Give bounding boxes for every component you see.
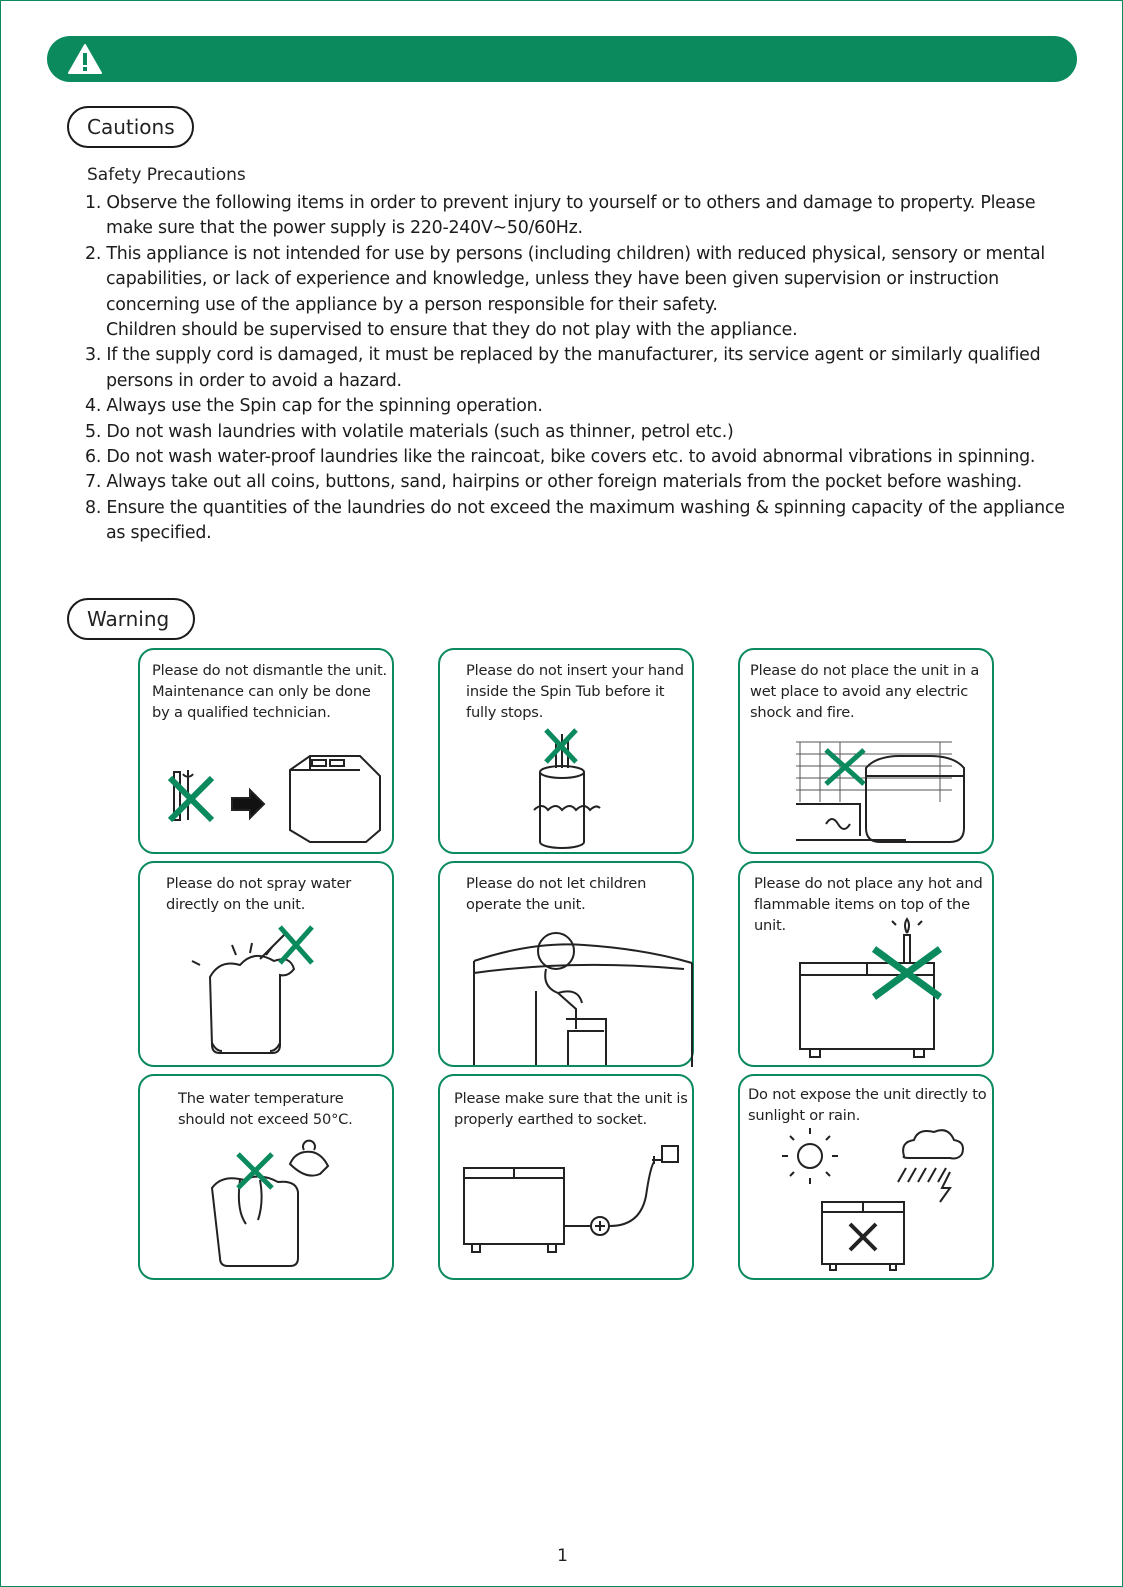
spin-tub-hand-icon	[440, 650, 696, 856]
precaution-item: 1. Observe the following items in order to prevent injury to yourself or to others and damage to property. Please make sure that the power supply is 220-240V~50/60Hz.	[85, 193, 1036, 239]
wet-place-icon	[740, 650, 996, 856]
earthed-socket-icon	[440, 1076, 696, 1282]
precaution-item: 7. Always take out all coins, buttons, sand, hairpins or other foreign materials from the pocket before washing.	[85, 472, 1022, 493]
warning-text: Please make sure that the unit is properly earthed to socket.	[454, 1090, 688, 1128]
precaution-item: 2. This appliance is not intended for use by persons (including children) with reduced physical, sensory or mental capabilities, or lack of experience and knowledge, unless they have been given supervision or instruction concerning use of the appliance by a person responsible for their safety. Children should be supervised to ensure that they do not play with the appliance.	[85, 242, 1085, 344]
spray-water-icon	[140, 863, 396, 1069]
flammable-items-icon	[740, 863, 996, 1069]
precaution-item: 4. Always use the Spin cap for the spinning operation.	[85, 396, 543, 417]
warning-text: Please do not spray water directly on the unit.	[166, 875, 352, 913]
warning-text: Please do not insert your hand inside the Spin Tub before it fully stops.	[466, 662, 684, 721]
warning-card-wet-place	[738, 648, 994, 854]
dismantle-icon	[140, 650, 396, 856]
precaution-item: 8. Ensure the quantities of the laundries do not exceed the maximum washing & spinning capacity of the appliance as specified.	[85, 497, 1065, 544]
warning-text: Please do not place any hot and flammable items on top of the unit.	[754, 875, 983, 934]
warning-card-water-temperature	[138, 1074, 394, 1280]
warning-text: Please do not dismantle the unit. Maintenance can only be done by a qualified technician.	[152, 662, 387, 721]
warning-card-spin-tub	[438, 648, 694, 854]
warning-text: Do not expose the unit directly to sunlight or rain.	[748, 1086, 987, 1124]
precautions-list	[85, 191, 1085, 547]
warning-card-spray-water	[138, 861, 394, 1067]
hot-water-icon	[140, 1076, 396, 1282]
warning-text: Please do not let children operate the unit.	[466, 875, 647, 913]
safety-precautions-heading: Safety Precautions	[87, 165, 246, 185]
precaution-extra: Children should be supervised to ensure that they do not play with the appliance.	[106, 320, 798, 341]
child-operate-icon	[440, 863, 696, 1069]
sun-rain-icon	[740, 1076, 996, 1282]
warning-text: The water temperature should not exceed 50°C.	[178, 1090, 353, 1128]
warning-card-dismantle	[138, 648, 394, 854]
precaution-item: 6. Do not wash water-proof laundries like the raincoat, bike covers etc. to avoid abnormal vibrations in spinning.	[85, 447, 1036, 468]
warning-card-flammable	[738, 861, 994, 1067]
cautions-label: Cautions	[67, 106, 194, 148]
precaution-item: 3. If the supply cord is damaged, it must be replaced by the manufacturer, its service agent or similarly qualified persons in order to avoid a hazard.	[85, 345, 1041, 391]
warning-card-earthed	[438, 1074, 694, 1280]
warning-text: Please do not place the unit in a wet place to avoid any electric shock and fire.	[750, 662, 980, 721]
warning-banner	[47, 36, 1077, 82]
warning-card-sun-rain	[738, 1074, 994, 1280]
warning-label: Warning	[67, 598, 195, 640]
warning-card-children	[438, 861, 694, 1067]
page-number: 1	[557, 1546, 568, 1566]
warning-triangle-icon	[67, 43, 103, 75]
precaution-item: 5. Do not wash laundries with volatile materials (such as thinner, petrol etc.)	[85, 421, 734, 442]
